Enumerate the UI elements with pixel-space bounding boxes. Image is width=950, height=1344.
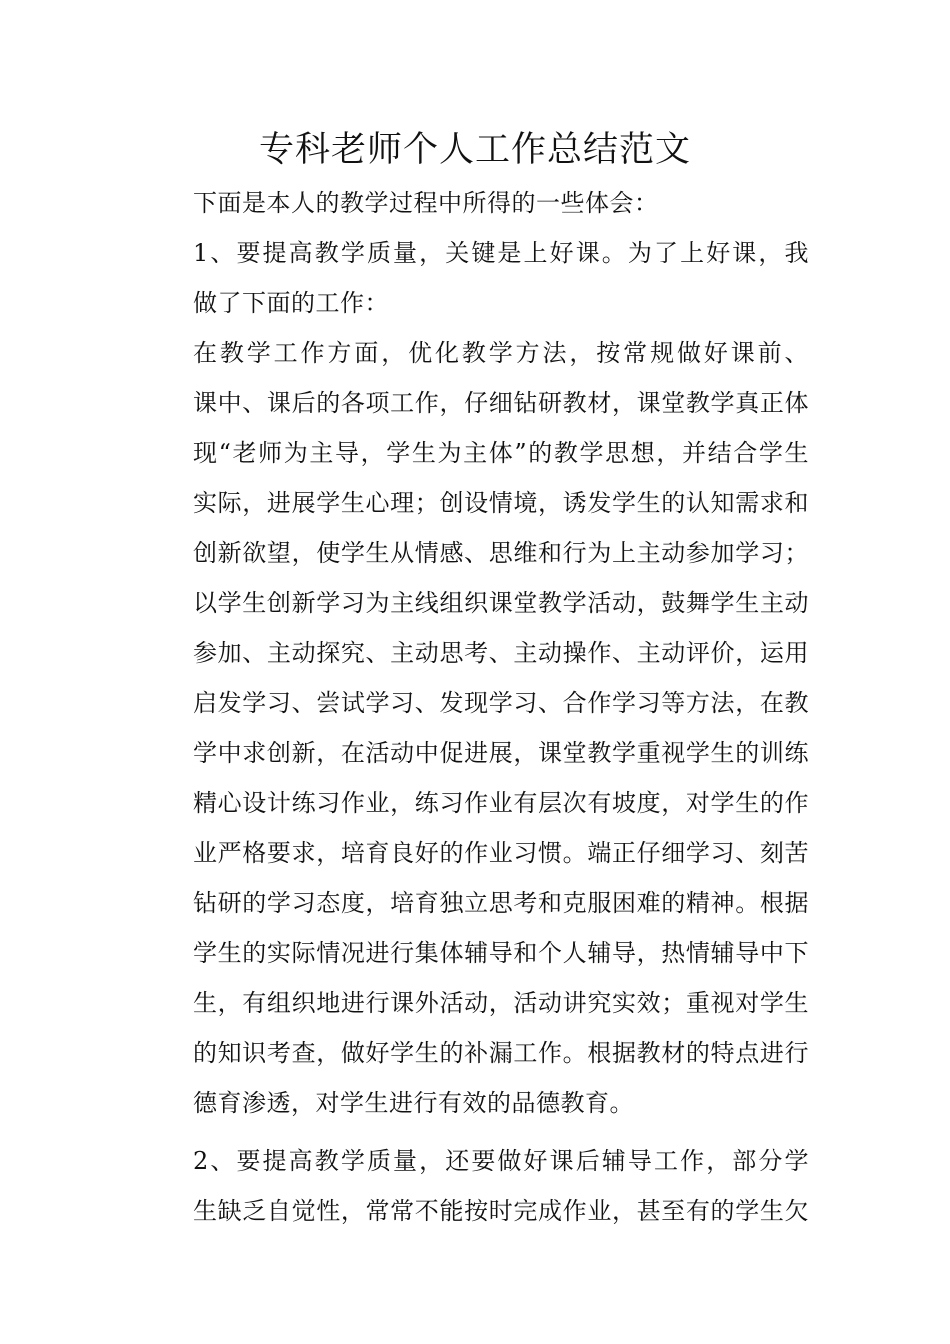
paragraph-point-2 [145,1136,809,1236]
paragraph-line: 学生的实际情况进行集体辅导和个人辅导，热情辅导中下 [193,939,809,967]
paragraph-line: 以学生创新学习为主线组织课堂教学活动，鼓舞学生主动 [193,589,809,617]
paragraph-line: 学中求创新，在活动中促进展，课堂教学重视学生的训练 [193,739,809,767]
paragraph-line: 1、要提高教学质量，关键是上好课。为了上好课，我 [193,239,809,267]
paragraph-line: 下面是本人的教学过程中所得的一些体会： [193,189,659,217]
paragraph-line: 在教学工作方面，优化教学方法，按常规做好课前、 [193,339,809,367]
paragraph-line: 2、要提高教学质量，还要做好课后辅导工作，部分学 [193,1147,809,1175]
paragraph-teaching-work [145,328,809,1128]
paragraph-line: 课中、课后的各项工作，仔细钻研教材，课堂教学真正体 [193,389,809,417]
paragraph-line: 德育渗透，对学生进行有效的品德教育。 [193,1089,634,1117]
paragraph-line: 现“老师为主导，学生为主体”的教学思想，并结合学生 [193,439,809,467]
paragraph-line: 参加、主动探究、主动思考、主动操作、主动评价，运用 [193,639,809,667]
document-title: 专科老师个人工作总结范文 [258,130,691,170]
paragraph-line: 钻研的学习态度，培育独立思考和克服困难的精神。根据 [193,889,809,917]
paragraph-intro [145,178,809,228]
paragraph-line: 启发学习、尝试学习、发现学习、合作学习等方法，在教 [193,689,809,717]
paragraph-line: 生，有组织地进行课外活动，活动讲究实效；重视对学生 [193,989,809,1017]
paragraph-line: 精心设计练习作业，练习作业有层次有坡度，对学生的作 [193,789,809,817]
paragraph-line: 实际，进展学生心理；创设情境，诱发学生的认知需求和 [193,489,809,517]
paragraph-line: 生缺乏自觉性，常常不能按时完成作业，甚至有的学生欠 [193,1197,809,1225]
document-body [145,178,809,1236]
paragraph-point-1 [145,228,809,328]
paragraph-line: 做了下面的工作： [193,289,389,317]
paragraph-line: 的知识考查，做好学生的补漏工作。根据教材的特点进行 [193,1039,809,1067]
paragraph-line: 业严格要求，培育良好的作业习惯。端正仔细学习、刻苦 [193,839,809,867]
paragraph-line: 创新欲望，使学生从情感、思维和行为上主动参加学习； [193,539,809,567]
